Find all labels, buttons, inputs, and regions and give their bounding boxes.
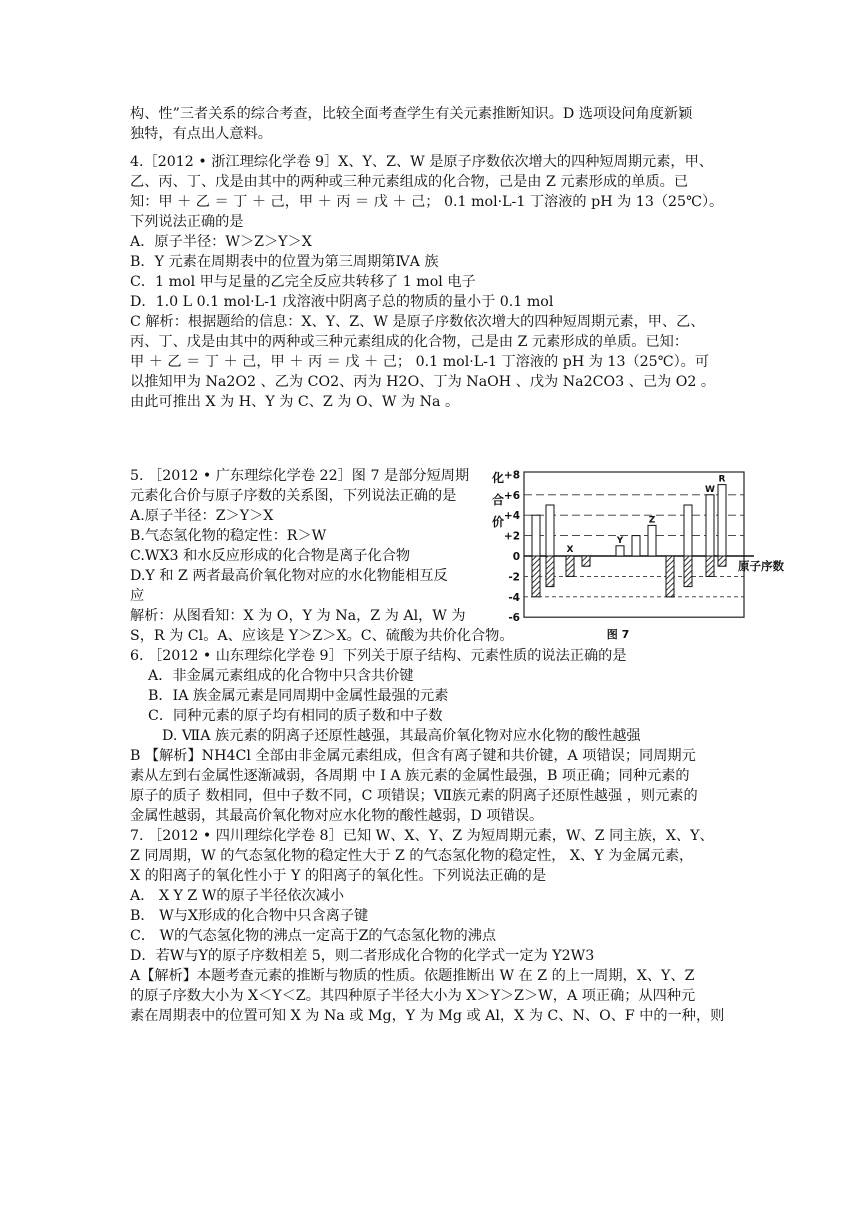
positive-valence-bar <box>546 505 554 556</box>
y-tick-label: +8 <box>503 469 520 482</box>
text-line: 的原子序数大小为 X＜Y＜Z。其四种原子半径大小为 X＞Y＞Z＞W，A 项正确；从四种元 <box>130 988 696 1004</box>
positive-valence-bar <box>706 495 714 556</box>
y-tick-label: -6 <box>508 612 520 625</box>
y-tick-label: +2 <box>503 530 520 543</box>
text-line: C.WX3 和水反应形成的化合物是离子化合物 <box>130 548 411 564</box>
text-line: C． W的气态氢化物的沸点一定高于Z的气态氢化物的沸点 <box>130 928 497 944</box>
text-line: C．同种元素的原子均有相同的质子数和中子数 <box>148 708 443 724</box>
y-axis-label: 合 <box>491 493 505 507</box>
negative-valence-bar <box>566 556 574 576</box>
text-line: 素在周期表中的位置可知 X 为 Na 或 Mg，Y 为 Mg 或 Al，X 为 C、N、O、F 中的一种，则 <box>130 1008 725 1024</box>
text-line: 元素化合价与原子序数的关系图，下列说法正确的是 <box>130 488 457 504</box>
text-line: 甲 ＋ 乙 ＝ 丁 ＋ 己，甲 ＋ 丙 ＝ 戊 ＋ 己； 0.1 mol·L-1 丁溶液的 pH 为 13（25℃）。可 <box>130 354 710 370</box>
text-line: 丙、丁、戊是由其中的两种或三种元素组成的化合物，己是由 Z 元素形成的单质。已知： <box>130 334 689 350</box>
text-line: S，R 为 Cl。A、应该是 Y＞Z＞X。C、硫酸为共价化合物。 <box>130 628 514 644</box>
text-line: 金属性越弱，其最高价氧化物对应水化物的酸性越弱，D 项错误。 <box>130 808 544 824</box>
element-label: R <box>718 474 726 485</box>
text-line: 乙、丙、丁、戊是由其中的两种或三种元素组成的化合物，己是由 Z 元素形成的单质。已 <box>130 174 689 190</box>
positive-valence-bar <box>632 536 640 556</box>
text-line: B． W与X形成的化合物中只含离子键 <box>130 908 369 924</box>
text-line: 以推知甲为 Na2O2 、乙为 CO2、丙为 H2O、丁为 NaOH 、戊为 Na2CO3 、己为 O2 。 <box>130 374 716 390</box>
positive-valence-bar <box>616 546 624 556</box>
text-line: D．若W与Y的原子序数相差 5，则二者形成化合物的化学式一定为 Y2W3 <box>130 948 595 964</box>
text-line: 7. ［2012 • 四川理综化学卷 8］已知 W、X、Y、Z 为短周期元素，W、Z 同主族，X、Y、 <box>130 828 714 844</box>
negative-valence-bar <box>532 556 540 597</box>
negative-valence-bar <box>684 556 692 587</box>
y-tick-label: -2 <box>508 571 520 584</box>
text-line: D．1.0 L 0.1 mol·L-1 戊溶液中阴离子总的物质的量小于 0.1 mol <box>130 294 554 310</box>
text-line: D.Y 和 Z 两者最高价氧化物对应的水化物能相互反 <box>130 568 448 584</box>
text-line: 下列说法正确的是 <box>130 214 244 230</box>
text-line: B．IA 族金属元素是同周期中金属性最强的元素 <box>148 688 449 704</box>
y-axis-label: 化 <box>491 471 505 485</box>
text-line: 知：甲 ＋ 乙 ＝ 丁 ＋ 己，甲 ＋ 丙 ＝ 戊 ＋ 己； 0.1 mol·L-1 丁溶液的 pH 为 13（25℃）。 <box>130 194 724 210</box>
y-axis-label: 价 <box>491 515 505 529</box>
text-line: 原子的质子 数相同，但中子数不同，C 项错误；Ⅶ族元素的阴离子还原性越强 ，则元素的 <box>130 788 698 804</box>
text-line: 构、性”三者关系的综合考查，比较全面考查学生有关元素推断知识。D 选项设问角度新颖 <box>130 106 693 122</box>
text-line: X 的阳离子的氧化性小于 Y 的阳离子的氧化性。下列说法正确的是 <box>130 868 547 884</box>
text-line: 由此可推出 X 为 H、Y 为 C、Z 为 O、W 为 Na 。 <box>130 394 460 410</box>
y-tick-label: 0 <box>512 551 520 563</box>
element-label: X <box>566 545 574 555</box>
text-line: C．1 mol 甲与足量的乙完全反应共转移了 1 mol 电子 <box>130 274 476 290</box>
negative-valence-bar <box>706 556 714 576</box>
y-tick-label: -4 <box>508 591 520 604</box>
text-line: 独特，有点出人意料。 <box>130 126 272 142</box>
text-line: C 解析：根据题给的信息：X、Y、Z、W 是原子序数依次增大的四种短周期元素，甲、乙、 <box>130 314 705 330</box>
element-label: W <box>705 484 715 495</box>
x-axis-label: 原子序数 <box>738 559 784 573</box>
negative-valence-bar <box>546 556 554 587</box>
valence-chart <box>488 468 794 643</box>
text-line: Z 同周期，W 的气态氢化物的稳定性大于 Z 的气态氢化物的稳定性， X、Y 为金属元素， <box>130 848 694 864</box>
text-line: 解析：从图看知：X 为 O，Y 为 Na，Z 为 Al，W 为 <box>130 608 466 624</box>
text-line: 4.［2012 • 浙江理综化学卷 9］X、Y、Z、W 是原子序数依次增大的四种短周期元素，甲、 <box>130 154 713 170</box>
text-line: A.原子半径：Z＞Y＞X <box>130 508 274 524</box>
text-line: B 【解析】NH4Cl 全部由非金属元素组成，但含有离子键和共价键，A 项错误；同周期元 <box>130 748 696 764</box>
positive-valence-bar <box>648 525 656 556</box>
element-label: Z <box>648 515 656 526</box>
text-line: A【解析】本题考查元素的推断与物质的性质。依题推断出 W 在 Z 的上一周期，X、Y、Z <box>130 968 695 984</box>
text-line: 素从左到右金属性逐渐减弱，各周期 中 I A 族元素的金属性最强，B 项正确；同种元素的 <box>130 768 690 784</box>
text-line: A． X Y Z W的原子半径依次减小 <box>130 888 345 904</box>
text-line: A．非金属元素组成的化合物中只含共价键 <box>148 668 414 684</box>
text-line: 5. ［2012 • 广东理综化学卷 22］图 7 是部分短周期 <box>130 468 470 484</box>
positive-valence-bar <box>718 485 726 556</box>
text-line: 应 <box>130 588 145 604</box>
negative-valence-bar <box>666 556 674 597</box>
positive-valence-bar <box>684 505 692 556</box>
element-label: Y <box>616 535 624 546</box>
negative-valence-bar <box>718 556 726 566</box>
text-line: 6. ［2012 • 山东理综化学卷 9］下列关于原子结构、元素性质的说法正确的是 <box>130 648 627 664</box>
y-tick-label: +4 <box>503 510 520 523</box>
text-line: B.气态氢化物的稳定性：R＞W <box>130 528 327 544</box>
y-tick-label: +6 <box>503 489 520 502</box>
text-line: D. ⅦA 族元素的阴离子还原性越强，其最高价氧化物对应水化物的酸性越强 <box>162 728 641 744</box>
text-line: B．Y 元素在周期表中的位置为第三周期第ⅣA 族 <box>130 254 439 270</box>
text-line: A．原子半径：W＞Z＞Y＞X <box>130 234 312 250</box>
negative-valence-bar <box>582 556 590 566</box>
figure-caption: 图 7 <box>606 628 630 641</box>
positive-valence-bar <box>532 515 540 556</box>
